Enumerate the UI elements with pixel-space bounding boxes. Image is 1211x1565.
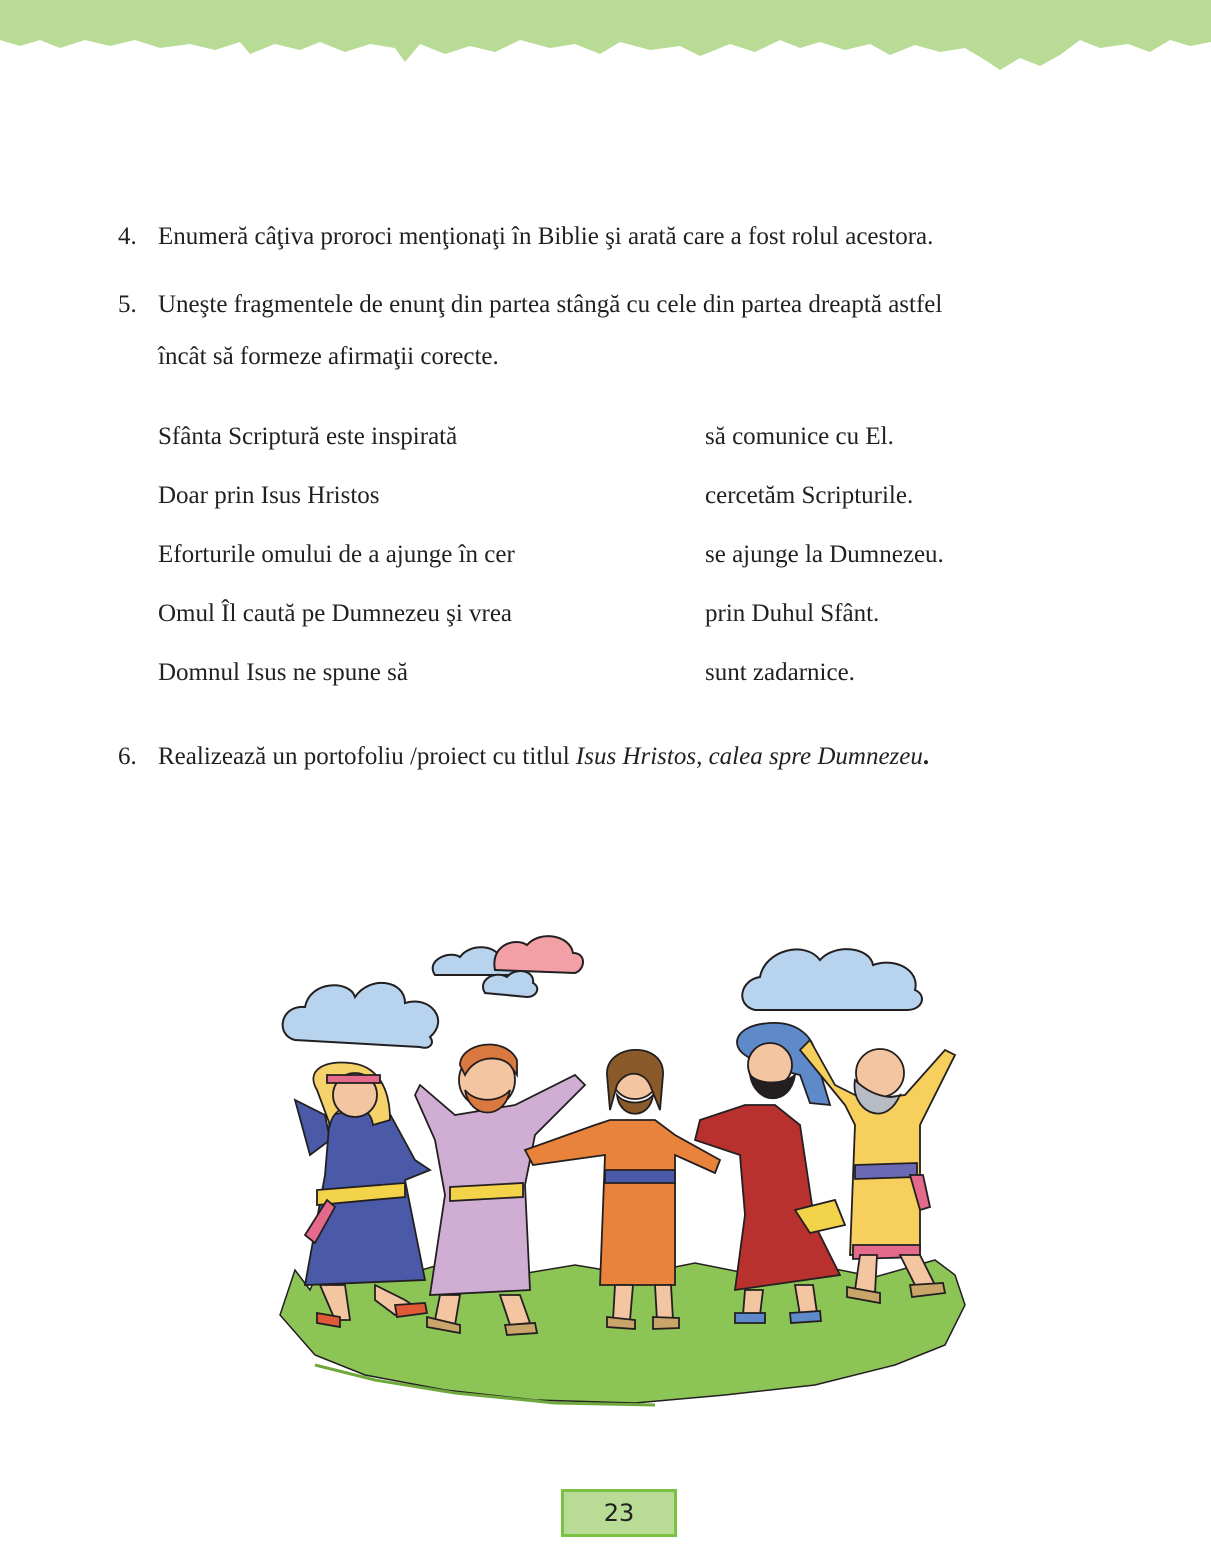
exercise-text-end: .: [922, 743, 930, 770]
left-fragment: Omul Îl caută pe Dumnezeu şi vrea: [158, 600, 513, 627]
left-fragment: Domnul Isus ne spune să: [158, 659, 408, 686]
page-number-badge: [561, 1489, 677, 1537]
cloud-icon: [283, 936, 922, 1048]
exercise-text: Enumeră câţiva proroci menţionaţi în Biblie şi arată care a fost rolul acestora.: [158, 223, 934, 250]
right-fragment: se ajunge la Dumnezeu.: [705, 541, 944, 568]
left-fragment: Doar prin Isus Hristos: [158, 482, 380, 509]
project-title: Isus Hristos, calea spre Dumnezeu: [575, 743, 923, 770]
right-fragment: sunt zadarnice.: [705, 659, 855, 686]
exercise-number: 6.: [118, 743, 137, 770]
left-fragment: Eforturile omului de a ajunge în cer: [158, 541, 515, 568]
left-fragment: Sfânta Scriptură este inspirată: [158, 423, 458, 450]
exercise-text-plain: Realizează un portofoliu /proiect cu titlul: [158, 743, 576, 770]
right-fragment: prin Duhul Sfânt.: [705, 600, 880, 627]
exercise-text: Uneşte fragmentele de enunţ din partea stângă cu cele din partea dreaptă astfel: [158, 291, 943, 318]
exercise-number: 5.: [118, 291, 137, 318]
exercise-number: 4.: [118, 223, 137, 250]
right-fragment: cercetăm Scripturile.: [705, 482, 914, 509]
exercise-text: [158, 731, 929, 783]
right-fragment: să comunice cu El.: [705, 423, 894, 450]
exercise-text-continued: încât să formeze afirmaţii corecte.: [158, 343, 499, 370]
page-number: 23: [603, 1499, 635, 1527]
people-celebrating-illustration: [255, 925, 985, 1415]
top-green-band: [0, 0, 1211, 80]
